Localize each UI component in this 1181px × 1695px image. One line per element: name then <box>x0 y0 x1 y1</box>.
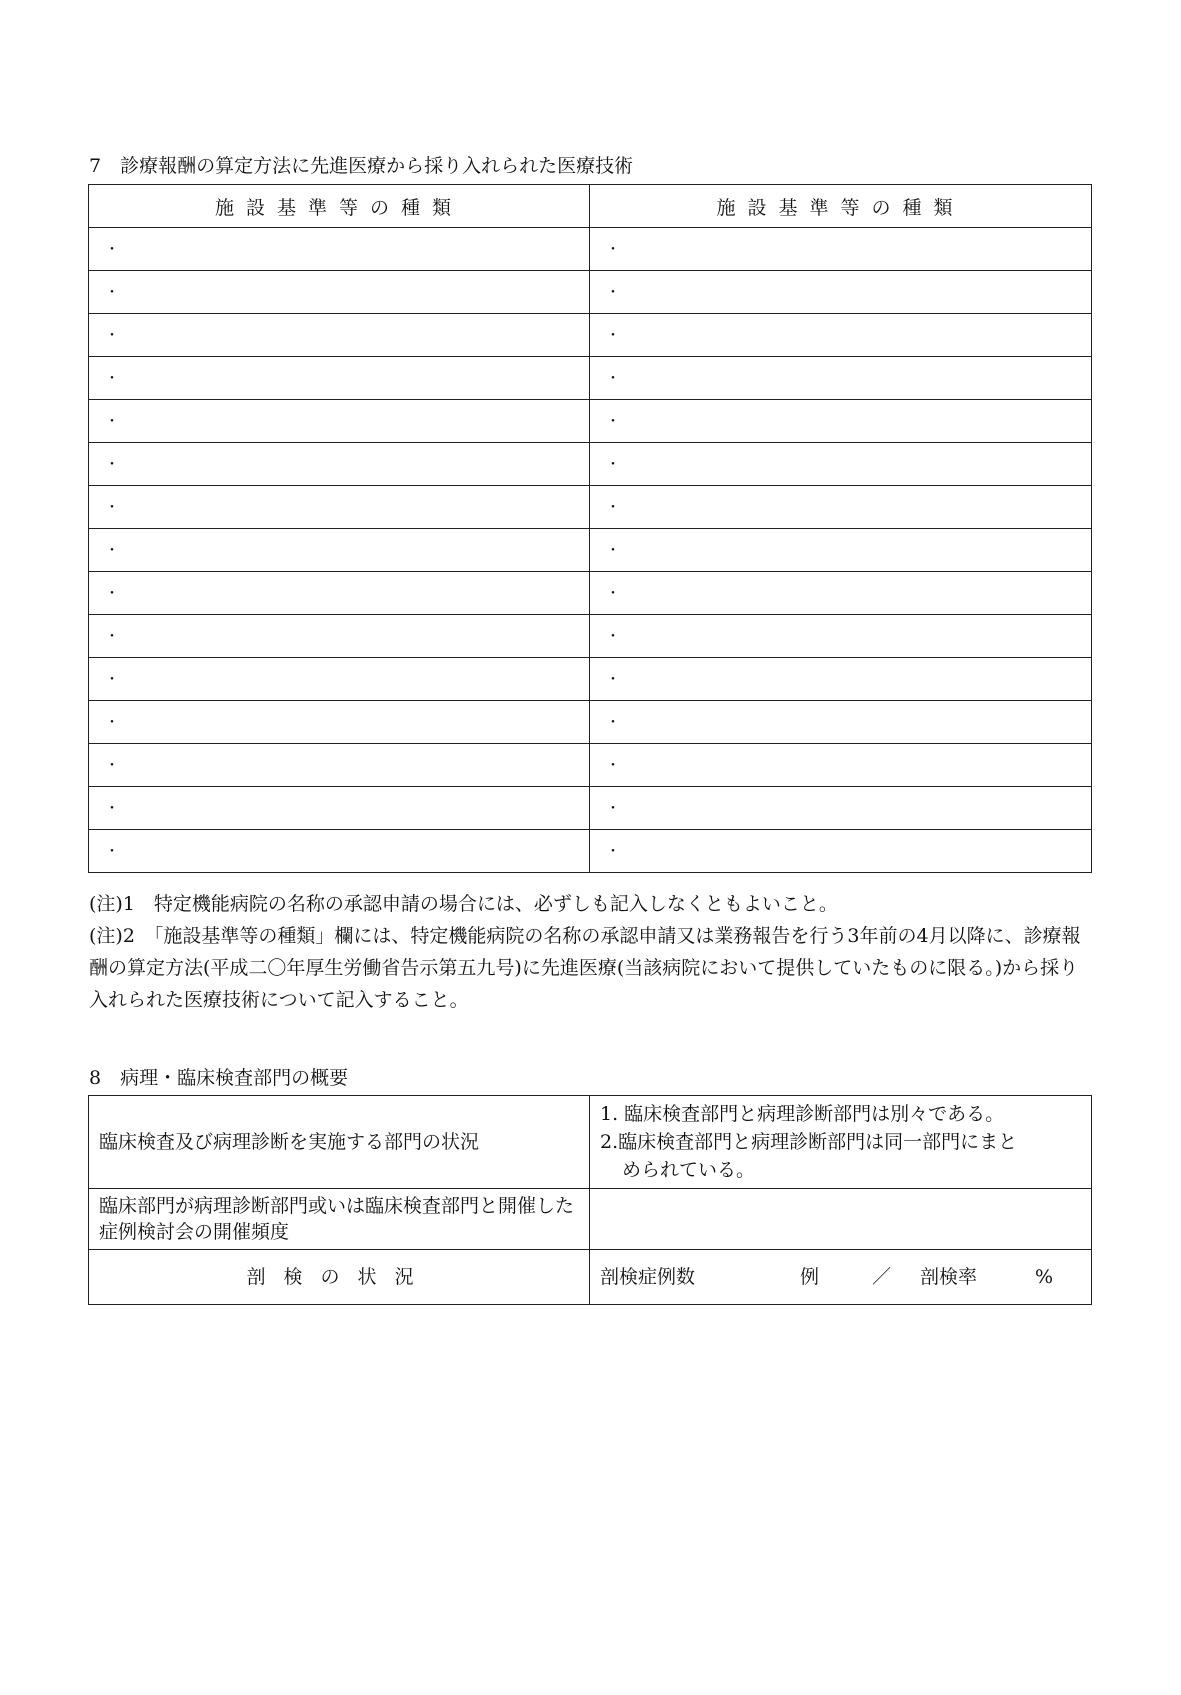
autopsy-row <box>89 1250 1092 1305</box>
table-cell-right[interactable]: ・ <box>590 658 1092 701</box>
option-same-department[interactable]: 2.臨床検査部門と病理診断部門は同一部門にまと <box>600 1131 1018 1153</box>
section-7-notes <box>89 888 1094 1016</box>
table-cell-right[interactable]: ・ <box>590 787 1092 830</box>
table-cell-left[interactable]: ・ <box>89 615 590 658</box>
department-status-label: 臨床検査及び病理診断を実施する部門の状況 <box>89 1096 590 1189</box>
table-row <box>89 314 1092 357</box>
table-cell-right[interactable]: ・ <box>590 314 1092 357</box>
department-status-options <box>590 1096 1092 1189</box>
table-row <box>89 271 1092 314</box>
table-cell-left[interactable]: ・ <box>89 357 590 400</box>
autopsy-status-label: 剖検の状況 <box>89 1250 590 1305</box>
table-cell-left[interactable]: ・ <box>89 572 590 615</box>
advanced-medicine-table-body <box>89 228 1092 873</box>
table-cell-right[interactable]: ・ <box>590 744 1092 787</box>
table-row <box>89 701 1092 744</box>
note-2: (注)2 「施設基準等の種類」欄には、特定機能病院の名称の承認申請又は業務報告を行う3年前の4月以降に、診療報酬の算定方法(平成二〇年厚生労働省告示第五九号)に先進医療(当該病院において提供していたものに限る。)から採り入れられた医療技術について記入すること。 <box>89 925 1081 1011</box>
table-cell-right[interactable]: ・ <box>590 271 1092 314</box>
section-8-title: 8 病理・臨床検査部門の概要 <box>89 1067 349 1089</box>
table-row <box>89 572 1092 615</box>
advanced-medicine-table <box>88 184 1092 873</box>
table-cell-right[interactable]: ・ <box>590 830 1092 873</box>
table-row <box>89 443 1092 486</box>
table-cell-left[interactable]: ・ <box>89 228 590 271</box>
table-cell-right[interactable]: ・ <box>590 228 1092 271</box>
table-cell-left[interactable]: ・ <box>89 658 590 701</box>
table-header-row <box>89 185 1092 228</box>
table-cell-left[interactable]: ・ <box>89 443 590 486</box>
autopsy-rate-unit: % <box>1035 1266 1054 1288</box>
table-cell-right[interactable]: ・ <box>590 443 1092 486</box>
note-1: (注)1 特定機能病院の名称の承認申請の場合には、必ずしも記入しなくともよいこと。 <box>89 893 838 915</box>
autopsy-separator: ／ <box>872 1266 892 1288</box>
pathology-lab-table <box>88 1095 1092 1305</box>
table-cell-right[interactable]: ・ <box>590 529 1092 572</box>
table-row <box>89 658 1092 701</box>
option-same-department-continued: められている。 <box>622 1159 756 1181</box>
table-row <box>89 486 1092 529</box>
table-row <box>89 228 1092 271</box>
autopsy-count-label: 剖検症例数 <box>600 1266 696 1288</box>
table-cell-left[interactable]: ・ <box>89 400 590 443</box>
department-status-row <box>89 1096 1092 1189</box>
autopsy-rate-label: 剖検率 <box>920 1266 978 1288</box>
column-header-left: 施設基準等の種類 <box>89 185 590 228</box>
table-row <box>89 357 1092 400</box>
table-row <box>89 787 1092 830</box>
autopsy-values <box>590 1250 1092 1305</box>
case-conference-value[interactable] <box>590 1189 1092 1250</box>
table-cell-right[interactable]: ・ <box>590 357 1092 400</box>
table-cell-left[interactable]: ・ <box>89 529 590 572</box>
table-row <box>89 744 1092 787</box>
case-conference-row <box>89 1189 1092 1250</box>
table-cell-right[interactable]: ・ <box>590 486 1092 529</box>
table-cell-left[interactable]: ・ <box>89 744 590 787</box>
table-cell-left[interactable]: ・ <box>89 830 590 873</box>
table-row <box>89 615 1092 658</box>
table-cell-left[interactable]: ・ <box>89 314 590 357</box>
option-separate-departments[interactable]: 1. 臨床検査部門と病理診断部門は別々である。 <box>600 1103 1005 1125</box>
table-cell-left[interactable]: ・ <box>89 486 590 529</box>
table-cell-right[interactable]: ・ <box>590 572 1092 615</box>
section-7-title: 7 診療報酬の算定方法に先進医療から採り入れられた医療技術 <box>89 155 634 177</box>
column-header-right: 施設基準等の種類 <box>590 185 1092 228</box>
table-cell-left[interactable]: ・ <box>89 787 590 830</box>
table-row <box>89 830 1092 873</box>
table-cell-right[interactable]: ・ <box>590 400 1092 443</box>
autopsy-count-unit: 例 <box>800 1266 820 1288</box>
table-row <box>89 529 1092 572</box>
case-conference-label: 臨床部門が病理診断部門或いは臨床検査部門と開催した症例検討会の開催頻度 <box>89 1189 590 1250</box>
table-cell-left[interactable]: ・ <box>89 271 590 314</box>
table-cell-right[interactable]: ・ <box>590 615 1092 658</box>
table-row <box>89 400 1092 443</box>
table-cell-left[interactable]: ・ <box>89 701 590 744</box>
table-cell-right[interactable]: ・ <box>590 701 1092 744</box>
